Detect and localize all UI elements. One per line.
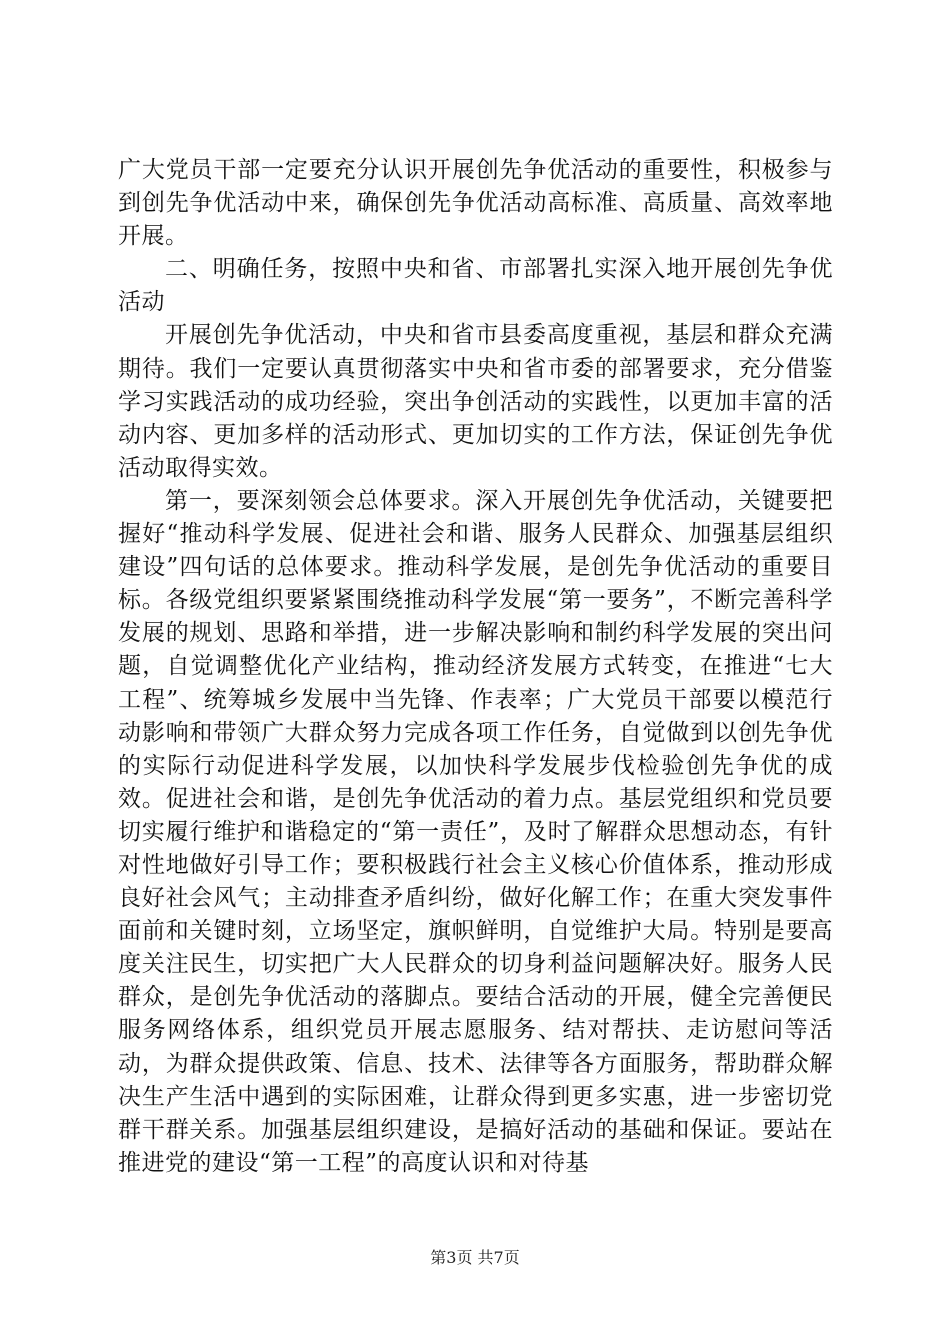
paragraph-first-requirement: 第一，要深刻领会总体要求。深入开展创先争优活动，关键要把握好“推动科学发展、促进社会和谐、服务人民群众、加强基层组织建设”四句话的总体要求。推动科学发展，是创先争优活动的重要目标。各级党组织要紧紧围绕推动科学发展“第一要务”，不断完善科学发展的规划、思路和举措，进一步解决影响和制约科学发展的突出问题，自觉调整优化产业结构，推动经济发展方式转变，在推进“七大工程”、统筹城乡发展中当先锋、作表率；广大党员干部要以模范行动影响和带领广大群众努力完成各项工作任务，自觉做到以创先争优的实际行动促进科学发展，以加快科学发展步伐检验创先争优的成效。促进社会和谐，是创先争优活动的着力点。基层党组织和党员要切实履行维护和谐稳定的“第一责任”，及时了解群众思想动态，有针对性地做好引导工作；要积极践行社会主义核心价值体系，推动形成良好社会风气；主动排查矛盾纠纷，做好化解工作；在重大突发事件面前和关键时刻，立场坚定，旗帜鲜明，自觉维护大局。特别是要高度关注民生，切实把广大人民群众的切身利益问题解决好。服务人民群众，是创先争优活动的落脚点。要结合活动的开展，健全完善便民服务网络体系，组织党员开展志愿服务、结对帮扶、走访慰问等活动，为群众提供政策、信息、技术、法律等各方面服务，帮助群众解决生产生活中遇到的实际困难，让群众得到更多实惠，进一步密切党群干群关系。加强基层组织建设，是搞好活动的基础和保证。要站在推进党的建设“第一工程”的高度认识和对待基: [118, 487, 833, 1176]
document-body: [118, 154, 833, 1180]
paragraph-continuation: 广大党员干部一定要充分认识开展创先争优活动的重要性，积极参与到创先争优活动中来，确保创先争优活动高标准、高质量、高效率地开展。: [118, 157, 833, 250]
page-footer: [0, 1245, 950, 1268]
page-number-label: 第3页 共7页: [430, 1248, 520, 1267]
section-heading: 二、明确任务，按照中央和省、市部署扎实深入地开展创先争优活动: [118, 256, 833, 316]
paragraph-intro: 开展创先争优活动，中央和省市县委高度重视，基层和群众充满期待。我们一定要认真贯彻落实中央和省市委的部署要求，充分借鉴学习实践活动的成功经验，突出争创活动的实践性，以更加丰富的活动内容、更加多样的活动形式、更加切实的工作方法，保证创先争优活动取得实效。: [118, 322, 833, 481]
